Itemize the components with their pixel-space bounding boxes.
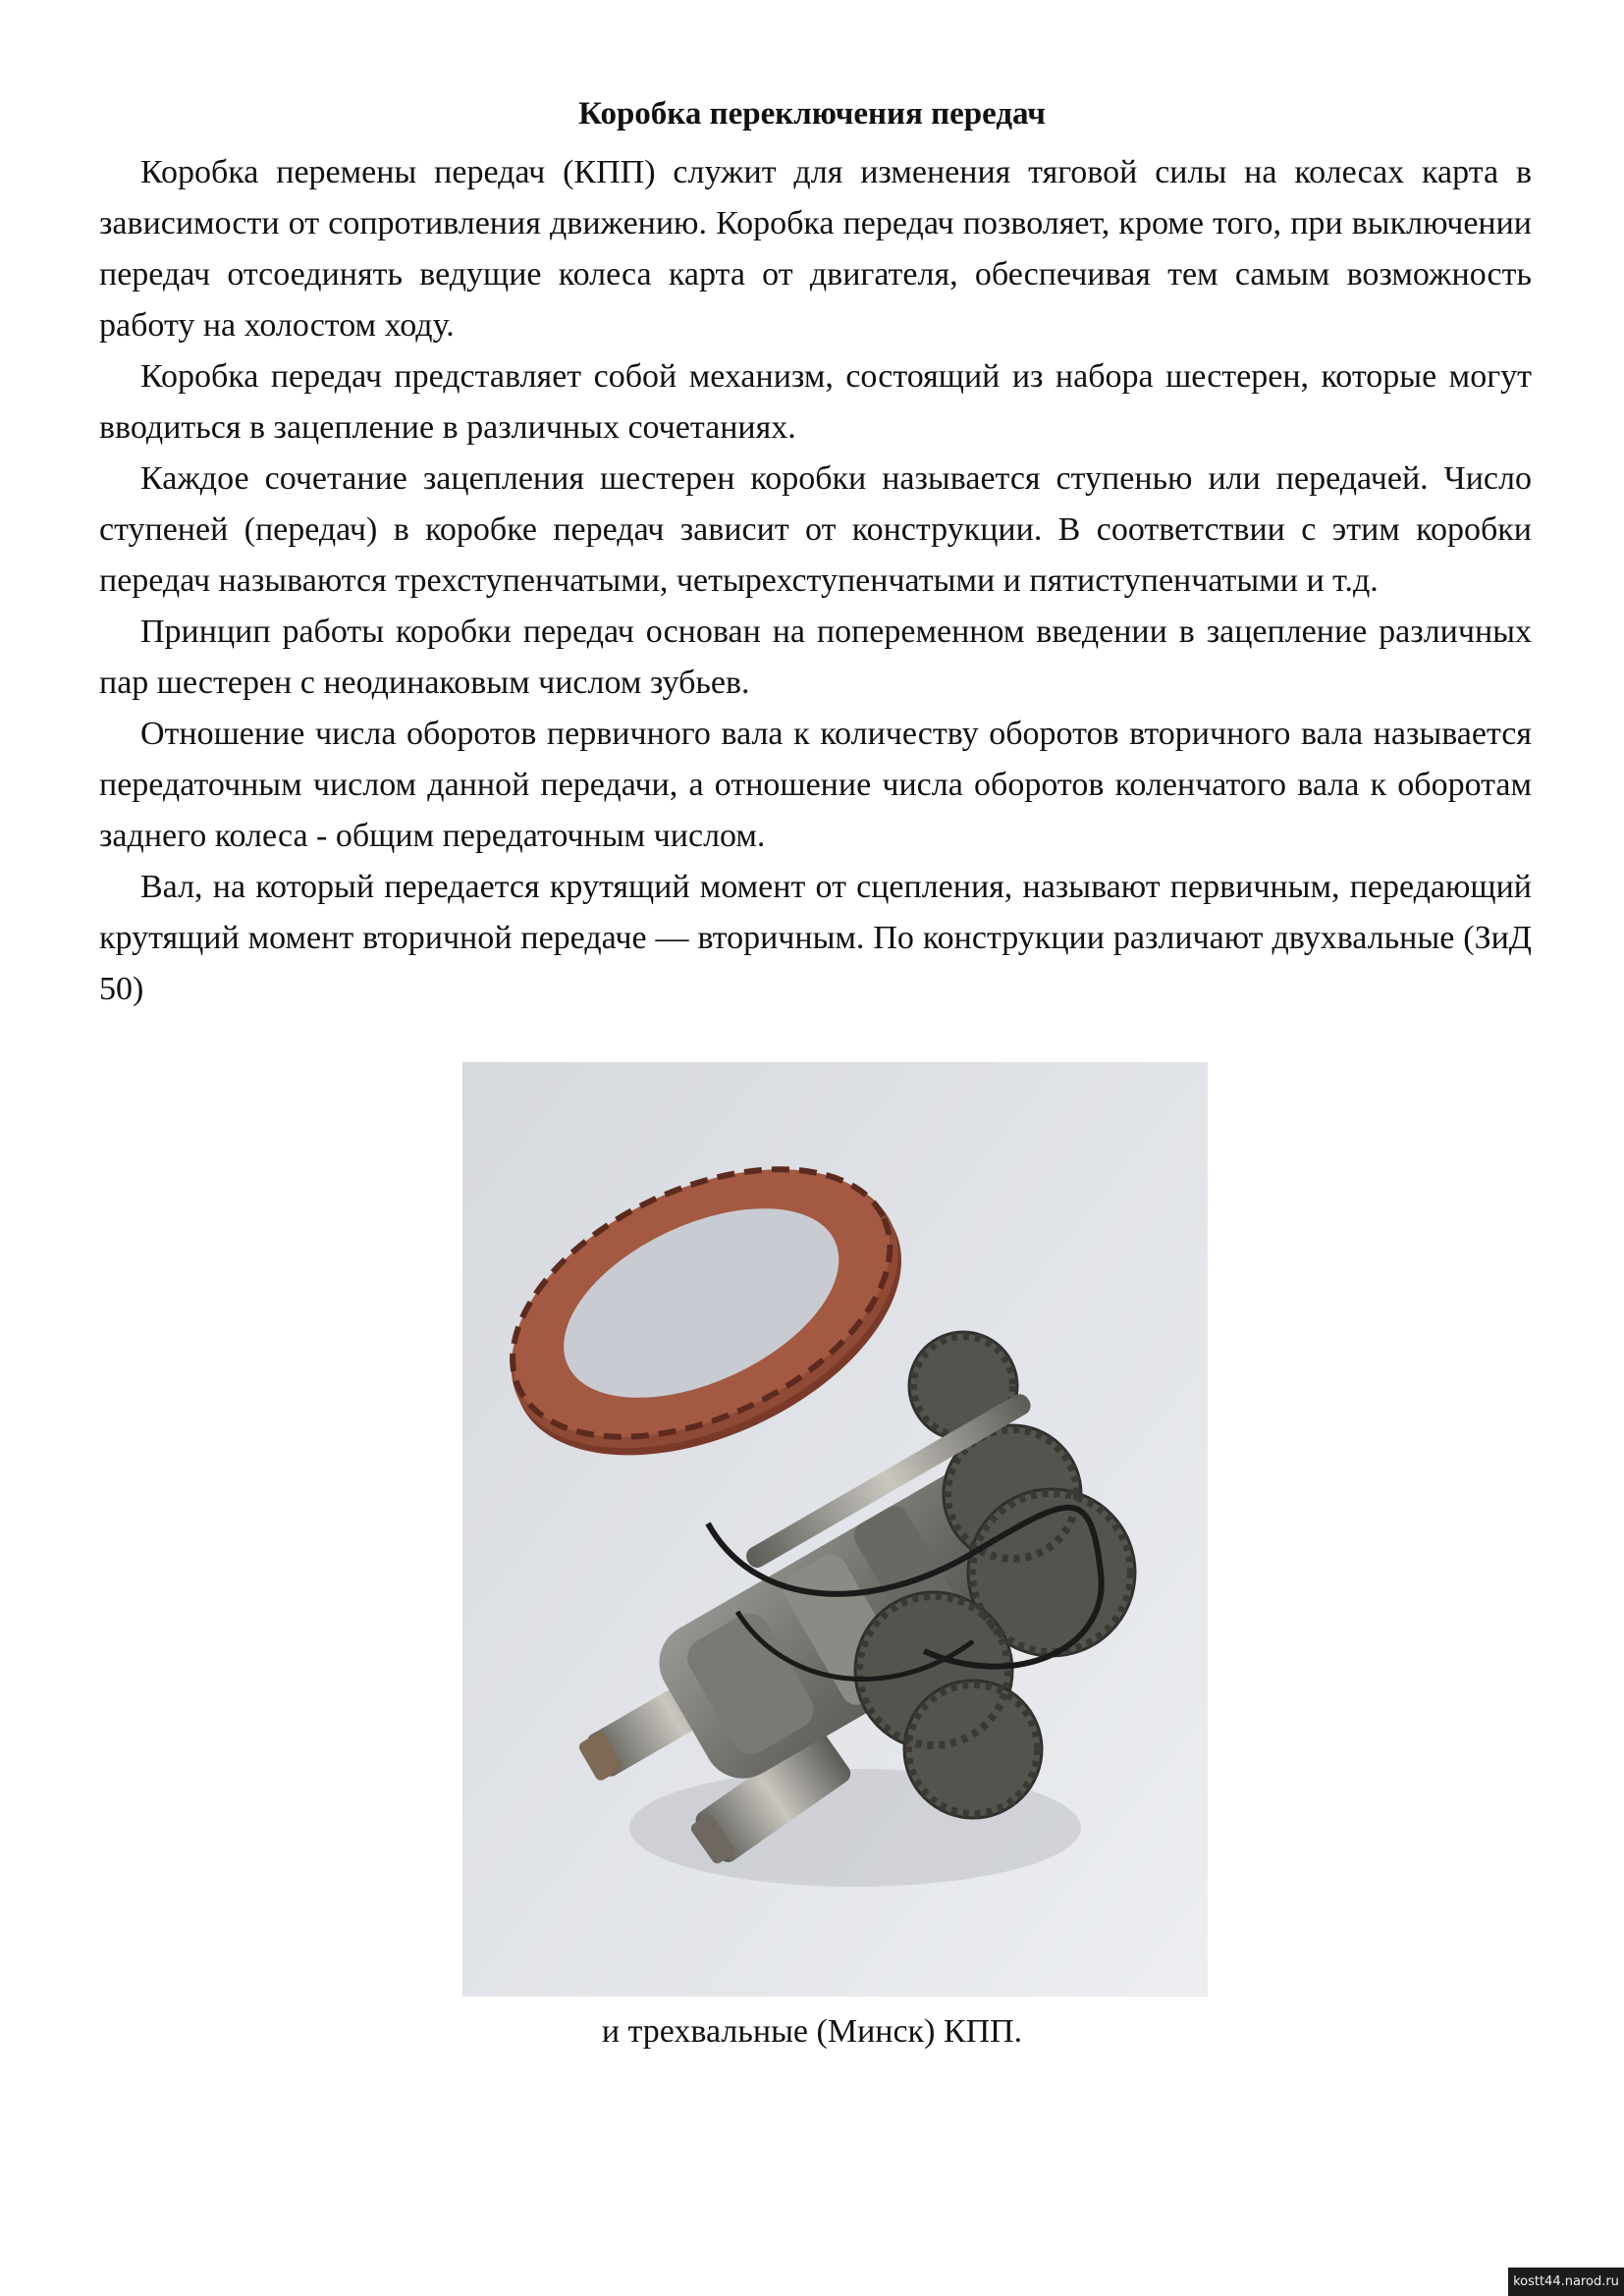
paragraph: Отношение числа оборотов первичного вала к количеству оборотов вторичного вала называется передаточным числом данной передачи, а отношение числа оборотов коленчатого вала к оборотам заднего колеса - общим передаточным числом. <box>99 716 1532 854</box>
gearbox-illustration <box>462 1062 1208 1997</box>
paragraph: Принцип работы коробки передач основан на попеременном введении в зацепление различных пар шестерен с неодинаковым числом зубьев. <box>99 614 1532 701</box>
photo-caption: и трехвальные (Минск) КПП. <box>601 2013 1023 2050</box>
paragraph: Каждое сочетание зацепления шестерен коробки называется ступенью или передачей. Число ступеней (передач) в коробке передач зависит от конструкции. В соответствии с этим коробки передач называются трехступенчатыми, четырехступенчатыми и пятиступенчатыми и т.д. <box>99 460 1532 599</box>
page-title: Коробка переключения передач <box>578 96 1046 132</box>
paragraph: Коробка перемены передач (КПП) служит для изменения тяговой силы на колесах карта в зависимости от сопротивления движению. Коробка передач позволяет, кроме того, при выключении передач отсоединять ведущие колеса карта от двигателя, обеспечивая тем самым возможность работу на холостом ходу. <box>99 154 1532 344</box>
paragraph: Коробка передач представляет собой механизм, состоящий из набора шестерен, которые могут вводиться в зацепление в различных сочетаниях. <box>99 358 1532 446</box>
paragraph: Вал, на который передается крутящий момент от сцепления, называют первичным, передающий крутящий момент вторичной передаче — вторичным. По конструкции различают двухвальные (ЗиД 50) <box>99 869 1532 1007</box>
gearbox-photo <box>462 1062 1208 1997</box>
site-watermark: kostt44.narod.ru <box>1508 2268 1624 2296</box>
body-text <box>99 147 1532 1015</box>
